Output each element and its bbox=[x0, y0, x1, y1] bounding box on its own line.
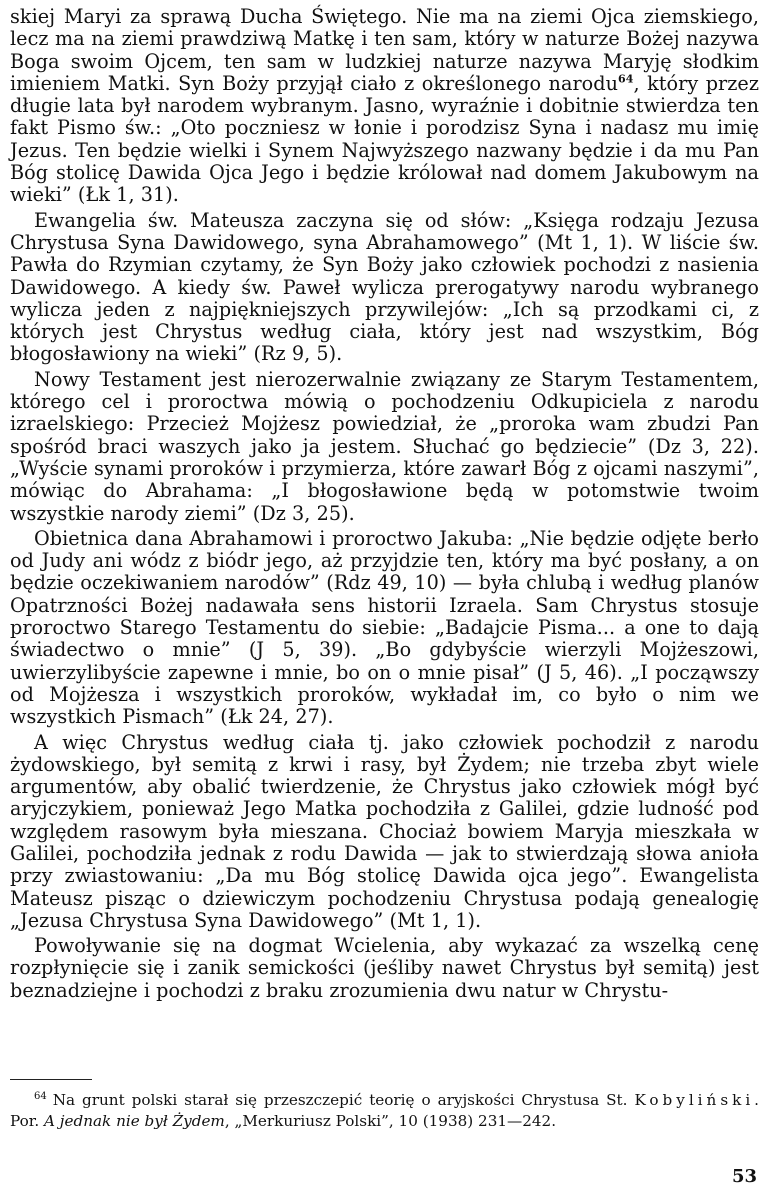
paragraph-3: Nowy Testament jest nierozerwalnie związany ze Starym Testamentem, którego cel i proroctwa mówią o pochodzeniu Odkupiciela z narodu izraelskiego: Przecież Mojżesz powiedział, że „proroka wam zbudzi Pan spośród braci waszych jako ja jestem. Słuchać go będziecie” (Dz 3, 22). „Wyście synami proroków i przymierza, które zawarł Bóg z ojcami naszymi”, mówiąc do Abrahama: „I błogosławione będą w potomstwie twoim wszystkie narody ziemi” (Dz 3, 25). bbox=[10, 367, 759, 525]
footnote-separator bbox=[10, 1079, 92, 1080]
paragraph-1-text: skiej Maryi za sprawą Ducha Świętego. Nie ma na ziemi Ojca ziemskiego, lecz ma na ziemi prawdziwą Matkę i ten sam, który w naturze Bożej nazywa Boga swoim Ojcem, ten sam w ludzkiej naturze nazywa Maryję słodkim imieniem Matki. Syn Boży przyjął ciało z określonego narodu bbox=[10, 5, 759, 95]
footnote-title: A jednak nie był Żydem bbox=[44, 1112, 225, 1130]
footnote-text: Na grunt polski starał się przeszczepić teorię o aryjskości Chrystusa St. bbox=[52, 1091, 628, 1109]
paragraph-1 bbox=[10, 6, 759, 207]
footnote-citation: , „Merkuriusz Polski”, 10 (1938) 231—242. bbox=[224, 1112, 557, 1130]
paragraph-1-continuation: , który przez długie lata był narodem wybranym. Jasno, wyraźnie i dobitnie stwierdza ten fakt Pismo św.: „Oto poczniesz w łonie i porodzisz Syna i nadasz mu imię Jezus. Ten będzie wielki i Synem Najwyższego nazwany będzie i da mu Pan Bóg stolicę Dawida Ojca Jego i będzie królował nad domem Jakubowym na wieki” (Łk 1, 31). bbox=[10, 71, 759, 207]
paragraph-2: Ewangelia św. Mateusza zaczyna się od słów: „Księga rodzaju Jezusa Chrystusa Syna Dawidowego, syna Abrahamowego” (Mt 1, 1). W liście św. Pawła do Rzymian czytamy, że Syn Boży jako człowiek pochodzi z nasienia Dawidowego. A kiedy św. Paweł wylicza prerogatywy narodu wybranego wylicza jeden z najpiękniejszych przywilejów: „Ich są przodkami ci, z których jest Chrystus według ciała, który jest nad wszystkim, Bóg błogosławiony na wieki” (Rz 9, 5). bbox=[10, 208, 759, 366]
footnote-text-mid: . Por. bbox=[10, 1091, 759, 1130]
footnote-number: 64 bbox=[34, 1090, 47, 1102]
footnote bbox=[10, 1090, 759, 1132]
main-text bbox=[10, 6, 759, 1002]
paragraph-4: Obietnica dana Abrahamowi i proroctwo Jakuba: „Nie będzie odjęte berło od Judy ani wódz z biódr jego, aż przyjdzie ten, który ma być posłany, a on będzie oczekiwaniem narodów” (Rdz 49, 10) — była chlubą i według planów Opatrzności Bożej nadawała sens historii Izraela. Sam Chrystus stosuje proroctwo Starego Testamentu do siebie: „Badajcie Pisma... a one to dają świadectwo o mnie” (J 5, 39). „Bo gdybyście wierzyli Mojżeszowi, uwierzylibyście zapewne i mnie, bo on o mnie pisał” (J 5, 46). „I począwszy od Mojżesza i wszystkich proroków, wykładał im, co było o nim we wszystkich Pismach” (Łk 24, 27). bbox=[10, 526, 759, 729]
paragraph-6: Powoływanie się na dogmat Wcielenia, aby wykazać za wszelką cenę rozpłynięcie się i zanik semickości (jeśliby nawet Chrystus był semitą) jest beznadziejne i pochodzi z braku zrozumienia dwu natur w Chrystu- bbox=[10, 934, 759, 1002]
paragraph-5: A więc Chrystus według ciała tj. jako człowiek pochodził z narodu żydowskiego, był semitą z krwi i rasy, był Żydem; nie trzeba zbyt wiele argumentów, aby obalić twierdzenie, że Chrystus jako człowiek mógł być aryjczykiem, ponieważ Jego Matka pochodziła z Galilei, gdzie ludność pod względem rasowym była mieszana. Chociaż bowiem Maryja mieszkała w Galilei, pochodziła jednak z rodu Dawida — jak to stwierdzają słowa anioła przy zwiastowaniu: „Da mu Bóg stolicę Dawida ojca jego”. Ewangelista Mateusz pisząc o dziewiczym pochodzeniu Chrystusa podają genealogię „Jezusa Chrystusa Syna Dawidowego” (Mt 1, 1). bbox=[10, 730, 759, 932]
page-number: 53 bbox=[731, 1166, 757, 1187]
footnote-author: Kobyliński bbox=[634, 1091, 755, 1109]
footnote-reference: 64 bbox=[618, 72, 634, 86]
